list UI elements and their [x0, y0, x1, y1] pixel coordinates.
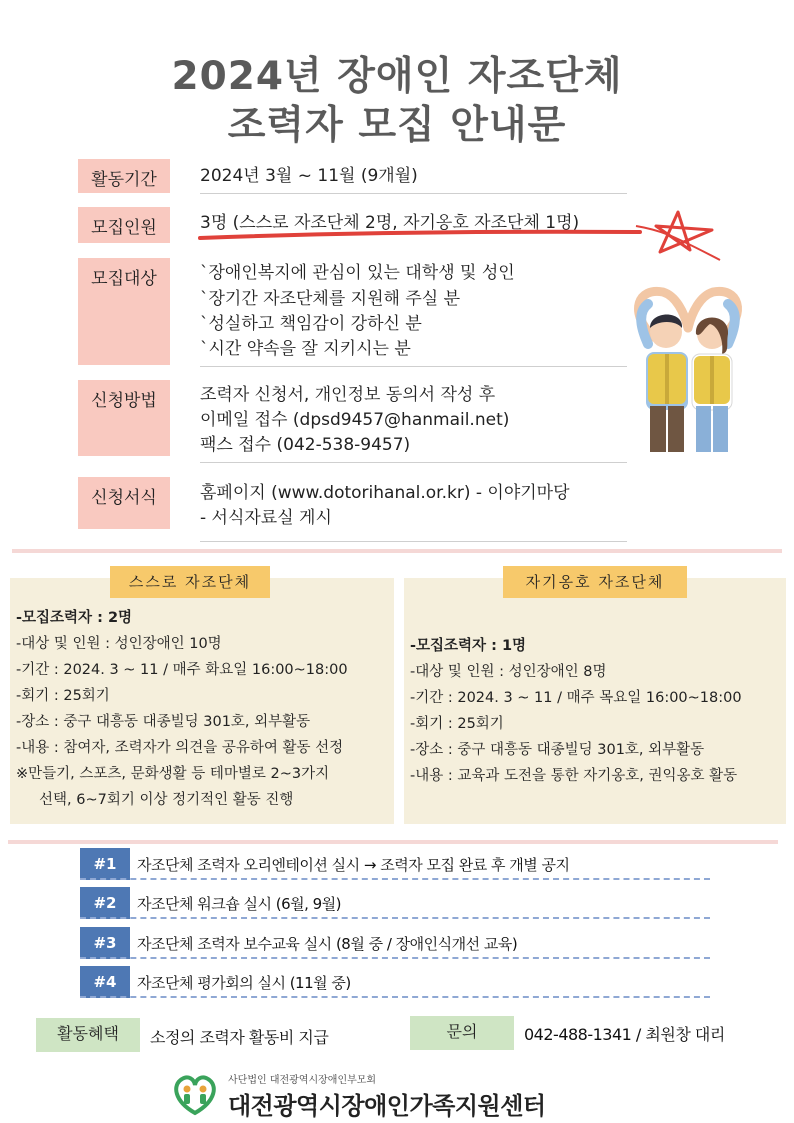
period-value: 2024년 3월 ~ 11월 (9개월)	[200, 166, 418, 186]
group-tag: 자기옹호 자조단체	[503, 566, 687, 598]
step-number: #2	[80, 887, 130, 919]
form-line: 홈페이지 (www.dotorihanal.or.kr) - 이야기마당	[200, 483, 570, 503]
org-parent-name: 사단법인 대전광역시장애인부모회	[228, 1075, 377, 1086]
group-line: -대상 및 인원 : 성인장애인 10명	[16, 636, 222, 652]
group-line: -기간 : 2024. 3 ~ 11 / 매주 목요일 16:00~18:00	[410, 690, 742, 706]
group-line: -모집조력자 : 2명	[16, 610, 133, 626]
apply-line: 이메일 접수 (dpsd9457@hanmail.net)	[200, 410, 510, 430]
apply-line: 팩스 접수 (042-538-9457)	[200, 435, 411, 455]
section-divider	[8, 840, 778, 844]
org-name: 대전광역시장애인가족지원센터	[228, 1092, 546, 1120]
count-value: 3명 (스스로 자조단체 2명, 자기옹호 자조단체 1명)	[200, 213, 580, 233]
form-label: 신청서식	[78, 477, 170, 529]
group-line: -기간 : 2024. 3 ~ 11 / 매주 화요일 16:00~18:00	[16, 662, 348, 678]
step-text: 자조단체 조력자 오리엔테이션 실시 → 조력자 모집 완료 후 개별 공지	[137, 856, 570, 874]
divider	[200, 541, 627, 542]
form-line: - 서식자료실 게시	[200, 508, 332, 528]
target-label: 모집대상	[78, 258, 170, 365]
section-divider	[12, 549, 782, 553]
apply-label: 신청방법	[78, 380, 170, 456]
step-text: 자조단체 평가회의 실시 (11월 중)	[137, 974, 351, 992]
dashed-divider	[80, 996, 710, 998]
title-line-1: 2024년 장애인 자조단체	[171, 54, 623, 99]
group-line: -대상 및 인원 : 성인장애인 8명	[410, 664, 607, 680]
contact-label: 문의	[410, 1016, 514, 1050]
step-number: #3	[80, 927, 130, 959]
divider	[200, 366, 627, 367]
center-logo-icon	[170, 1073, 220, 1117]
target-line: `장기간 자조단체를 지원해 주실 분	[200, 289, 461, 309]
group-line: -회기 : 25회기	[16, 688, 110, 704]
dashed-divider	[80, 917, 710, 919]
volunteer-couple-illustration	[618, 282, 758, 458]
divider	[200, 462, 627, 463]
target-line: `시간 약속을 잘 지키시는 분	[200, 339, 411, 359]
dashed-divider	[80, 957, 710, 959]
step-number: #4	[80, 966, 130, 998]
dashed-divider	[80, 878, 710, 880]
contact-value: 042-488-1341 / 최원창 대리	[524, 1025, 725, 1044]
group-tag: 스스로 자조단체	[110, 566, 270, 598]
period-label: 활동기간	[78, 159, 170, 193]
benefit-label: 활동혜택	[36, 1018, 140, 1052]
count-label: 모집인원	[78, 207, 170, 243]
group-line: -모집조력자 : 1명	[410, 638, 527, 654]
group-line: -회기 : 25회기	[410, 716, 504, 732]
red-star-scribble	[190, 206, 730, 268]
group-line: 선택, 6~7회기 이상 정기적인 활동 진행	[16, 792, 294, 808]
group-line: -장소 : 중구 대흥동 대종빌딩 301호, 외부활동	[410, 742, 705, 758]
group-line: -내용 : 참여자, 조력자가 의견을 공유하여 활동 선정	[16, 740, 344, 756]
group-line: -장소 : 중구 대흥동 대종빌딩 301호, 외부활동	[16, 714, 311, 730]
title-line-2: 조력자 모집 안내문	[227, 103, 567, 148]
apply-line: 조력자 신청서, 개인정보 동의서 작성 후	[200, 385, 496, 405]
group-line: ※만들기, 스포츠, 문화생활 등 테마별로 2~3가지	[16, 766, 330, 782]
step-text: 자조단체 조력자 보수교육 실시 (8월 중 / 장애인식개선 교육)	[137, 935, 518, 953]
target-line: `장애인복지에 관심이 있는 대학생 및 성인	[200, 263, 515, 283]
divider	[200, 193, 627, 194]
group-line: -내용 : 교육과 도전을 통한 자기옹호, 권익옹호 활동	[410, 768, 738, 784]
benefit-value: 소정의 조력자 활동비 지급	[150, 1028, 329, 1047]
step-number: #1	[80, 848, 130, 880]
step-text: 자조단체 워크숍 실시 (6월, 9월)	[137, 895, 342, 913]
target-line: `성실하고 책임감이 강하신 분	[200, 314, 422, 334]
